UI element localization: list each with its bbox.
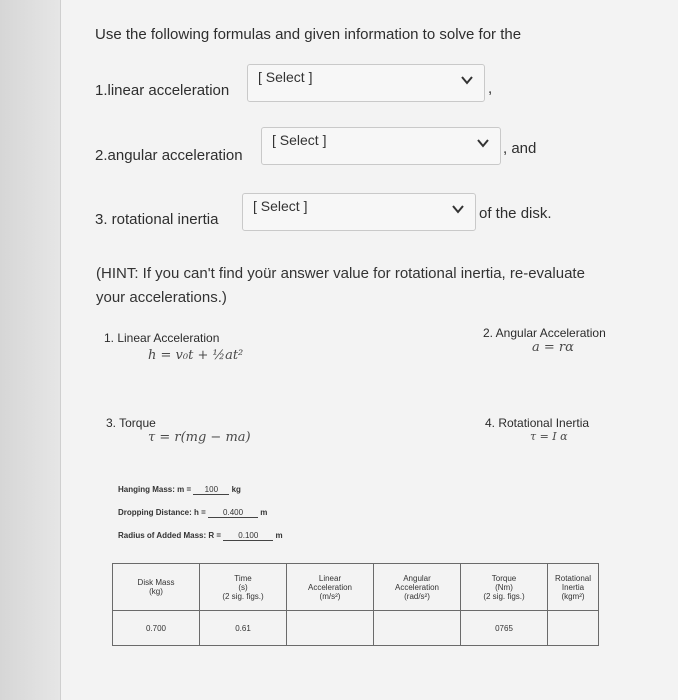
given-dropping-distance-value: 0.400: [208, 508, 258, 518]
header-angular-acceleration: Angular Acceleration (rad/s²): [374, 564, 461, 611]
header-linear-acceleration: Linear Acceleration (m/s²): [287, 564, 374, 611]
formula-linear-acceleration: h = v₀t + ½at²: [148, 348, 244, 363]
table-header-row: [113, 564, 599, 611]
given-radius: [118, 531, 283, 541]
cell-disk-mass: 0.700: [113, 611, 200, 646]
question-intro: Use the following formulas and given information to solve for the: [95, 26, 522, 43]
item-3-suffix: of the disk.: [479, 205, 552, 222]
header-disk-mass: Disk Mass (kg): [113, 564, 200, 611]
given-radius-label: Radius of Added Mass: R =: [118, 531, 222, 540]
given-radius-unit: m: [275, 531, 283, 540]
formula-torque-title: 3. Torque: [106, 416, 156, 430]
page-edge: [0, 0, 60, 700]
header-torque: Torque (Nm) (2 sig. figs.): [461, 564, 548, 611]
select-linear-acceleration-value: [ Select ]: [258, 69, 313, 85]
item-2-label: 2.angular acceleration: [95, 147, 243, 164]
formula-rotational-inertia: τ = I α: [530, 430, 568, 443]
chevron-down-icon: [451, 202, 465, 216]
given-hanging-mass-value: 100: [193, 485, 229, 495]
cell-time: 0.61: [200, 611, 287, 646]
given-hanging-mass-unit: kg: [231, 485, 241, 494]
data-table: [112, 563, 599, 646]
given-dropping-distance-unit: m: [260, 508, 268, 517]
given-dropping-distance: [118, 508, 267, 518]
cell-torque: 0765: [461, 611, 548, 646]
given-radius-value: 0.100: [223, 531, 273, 541]
given-dropping-distance-label: Dropping Distance: h =: [118, 508, 206, 517]
cell-rotational-inertia: [548, 611, 599, 646]
cell-linear-acceleration: [287, 611, 374, 646]
given-hanging-mass: [118, 485, 241, 495]
chevron-down-icon: [460, 73, 474, 87]
header-rotational-inertia: Rotational Inertia (kgm²): [548, 564, 599, 611]
formula-linear-acceleration-title: 1. Linear Acceleration: [104, 331, 220, 345]
formula-angular-acceleration: a = rα: [532, 340, 574, 355]
cell-angular-acceleration: [374, 611, 461, 646]
select-angular-acceleration-value: [ Select ]: [272, 132, 327, 148]
formula-torque: τ = r(mg − ma): [148, 430, 251, 445]
item-1-suffix: ,: [488, 80, 493, 97]
given-hanging-mass-label: Hanging Mass: m =: [118, 485, 192, 494]
table-row: [113, 611, 599, 646]
select-linear-acceleration[interactable]: [247, 64, 485, 102]
item-3-label: 3. rotational inertia: [95, 211, 219, 228]
hint-text: (HINT: If you can't find yoür answer value for rotational inertia, re-evaluate your accelerations.): [96, 265, 585, 306]
item-1-label: 1.linear acceleration: [95, 82, 230, 99]
chevron-down-icon: [476, 136, 490, 150]
select-angular-acceleration[interactable]: [261, 127, 501, 165]
header-time: Time (s) (2 sig. figs.): [200, 564, 287, 611]
item-2-suffix: , and: [503, 140, 537, 157]
formula-angular-acceleration-title: 2. Angular Acceleration: [483, 326, 606, 340]
formula-rotational-inertia-title: 4. Rotational Inertia: [485, 416, 590, 430]
select-rotational-inertia[interactable]: [242, 193, 476, 231]
select-rotational-inertia-value: [ Select ]: [253, 198, 308, 214]
